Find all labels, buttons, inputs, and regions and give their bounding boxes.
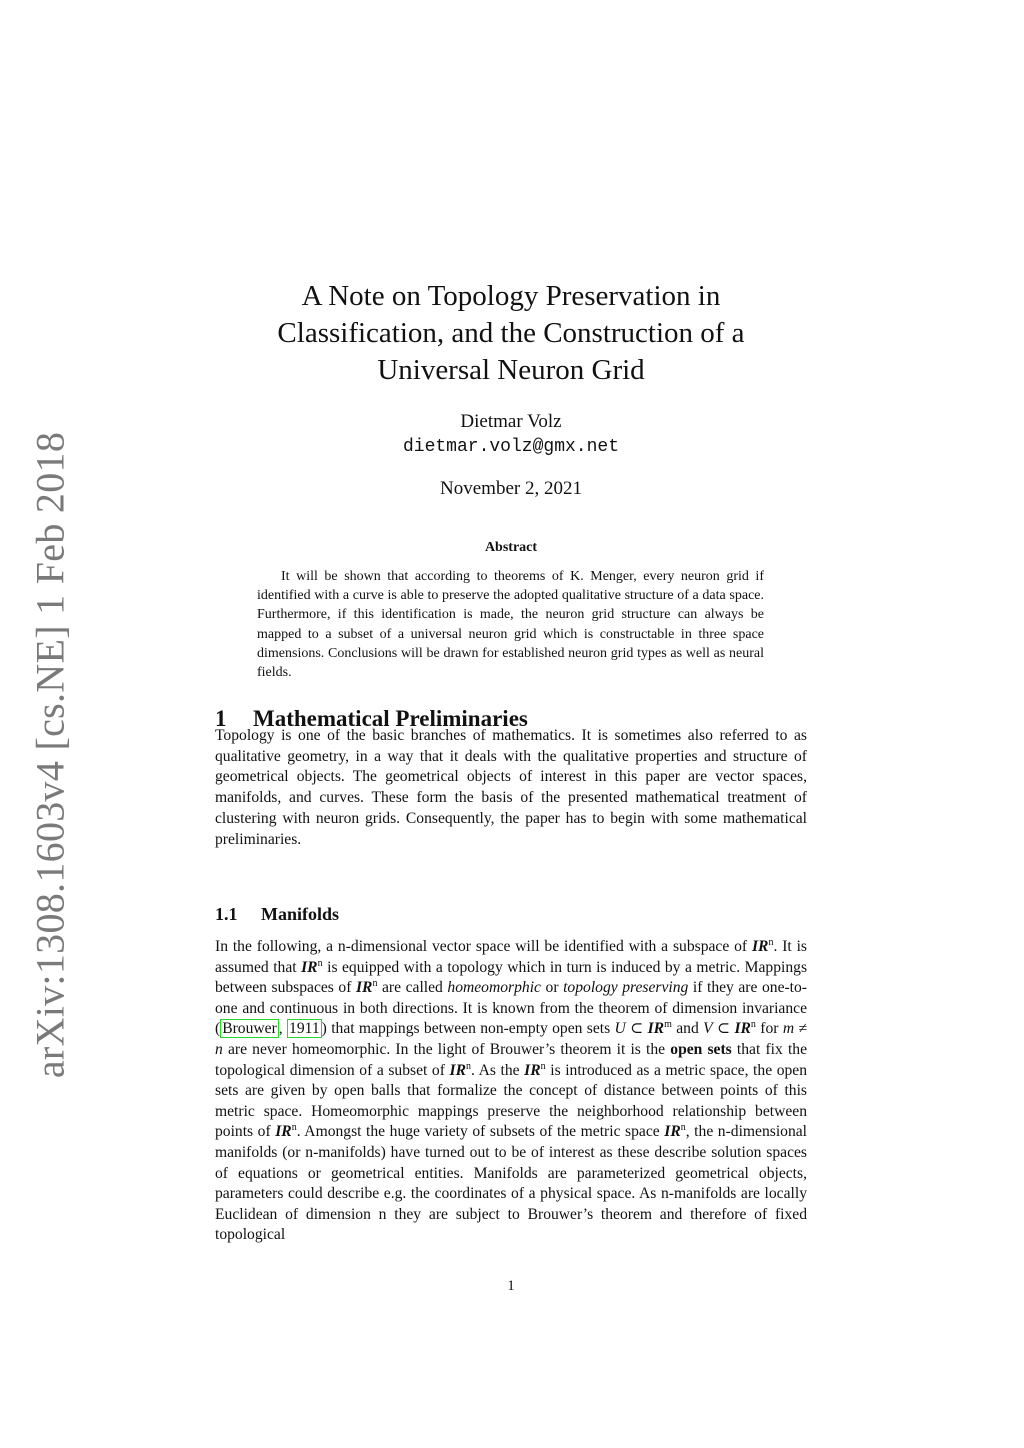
real-numbers-symbol: IR bbox=[449, 1061, 466, 1079]
real-numbers-symbol: IR bbox=[301, 958, 318, 976]
title-line: A Note on Topology Preservation in bbox=[301, 280, 721, 312]
paper-date: November 2, 2021 bbox=[440, 478, 582, 499]
section-paragraph: Topology is one of the basic branches of mathematics. It is sometimes also referred to as qualitative geometry, in a way that it deals with the qualitative properties and structure of geometrical objects. The geometrical objects of interest in this paper are vector spaces, manifolds, and curves. These form the basis of the presented mathematical treatment of clustering with neuron grids. Consequently, the paper has to begin with some mathematical preliminaries. bbox=[215, 727, 807, 848]
real-numbers-symbol: IR bbox=[355, 979, 373, 997]
title-line: Classification, and the Construction of a bbox=[277, 317, 745, 349]
page-number: 1 bbox=[507, 1278, 515, 1294]
citation-year-link[interactable]: 1911 bbox=[289, 1020, 320, 1038]
term-topology-preserving: topology preserving bbox=[563, 979, 689, 997]
arxiv-identifier-stamp bbox=[24, 431, 76, 1079]
subsection-heading bbox=[215, 904, 807, 925]
paper-title bbox=[215, 278, 807, 389]
real-numbers-symbol: IR bbox=[524, 1061, 541, 1079]
abstract-text: It will be shown that according to theorems of K. Menger, every neuron grid if identified with a curve is able to preserve the adopted qualitative structure of a data space. Furthermore, if this identification is made, the neuron grid structure can always be mapped to a subset of a universal neuron grid which is constructable in three space dimensions. Conclusions will be drawn for established neuron grid types as well as neural fields. bbox=[257, 569, 764, 681]
title-line: Universal Neuron Grid bbox=[377, 354, 645, 386]
arxiv-identifier-text: arXiv:1308.1603v4 [cs.NE] 1 Feb 2018 bbox=[27, 431, 73, 1079]
real-numbers-symbol: IR bbox=[647, 1020, 665, 1038]
section-number: 1 bbox=[215, 706, 227, 731]
section-title: Mathematical Preliminaries bbox=[253, 706, 528, 731]
abstract-heading: Abstract bbox=[484, 540, 538, 555]
citation-link[interactable]: Brouwer bbox=[222, 1020, 277, 1038]
term-homeomorphic: homeomorphic bbox=[447, 979, 541, 997]
real-numbers-symbol: IR bbox=[275, 1123, 292, 1141]
subsection-number: 1.1 bbox=[215, 904, 238, 924]
term-open-sets: open sets bbox=[670, 1040, 732, 1058]
real-numbers-symbol: IR bbox=[664, 1123, 681, 1141]
real-numbers-symbol: IR bbox=[751, 938, 769, 955]
real-numbers-symbol: IR bbox=[734, 1020, 751, 1038]
author-email: dietmar.volz@gmx.net bbox=[402, 437, 620, 457]
subsection-title: Manifolds bbox=[261, 904, 340, 924]
manifolds-paragraph: In the following, a n-dimensional vector space will be identified with a subspace of $IR^n$. It is assumed that $IR^n$ is equipped with a topology which in turn is induced by a metric. Mappings between subspaces of $IR^n$ are called homeomorphic or topology preserving if they are one-to-one and continuous in both directions. It is known from the theorem of dimension invariance ( Brouwer , 1911 ) that mappings between non-empty open sets U ⊂ $IR^m$ and V ⊂ $IR^n$ for m ≠ n are never homeomorphic. In the light of Brouwer’s theorem it is the open sets that fix the topological dimension of a subset of $IR^n$. As the $IR^n$ is introduced as a metric space, the open sets are given by open balls that formalize the concept of distance between points of this metric space. Homeomorphic mappings preserve the neighborhood relationship between points of $IR^n$. Amongst the huge variety of subsets of the metric space $IR^n$, the n-dimensional manifolds (or n-manifolds) have turned out to be of interest as these describe solution spaces of equations or geometrical entities. Manifolds are parameterized geometrical objects, parameters could describe e.g. the coordinates of a physical space. As n-manifolds are locally Euclidean of dimension n they are subject to Brouwer’s theorem and therefore of fixed topological bbox=[215, 936, 808, 1244]
author-name: Dietmar Volz bbox=[460, 411, 562, 432]
